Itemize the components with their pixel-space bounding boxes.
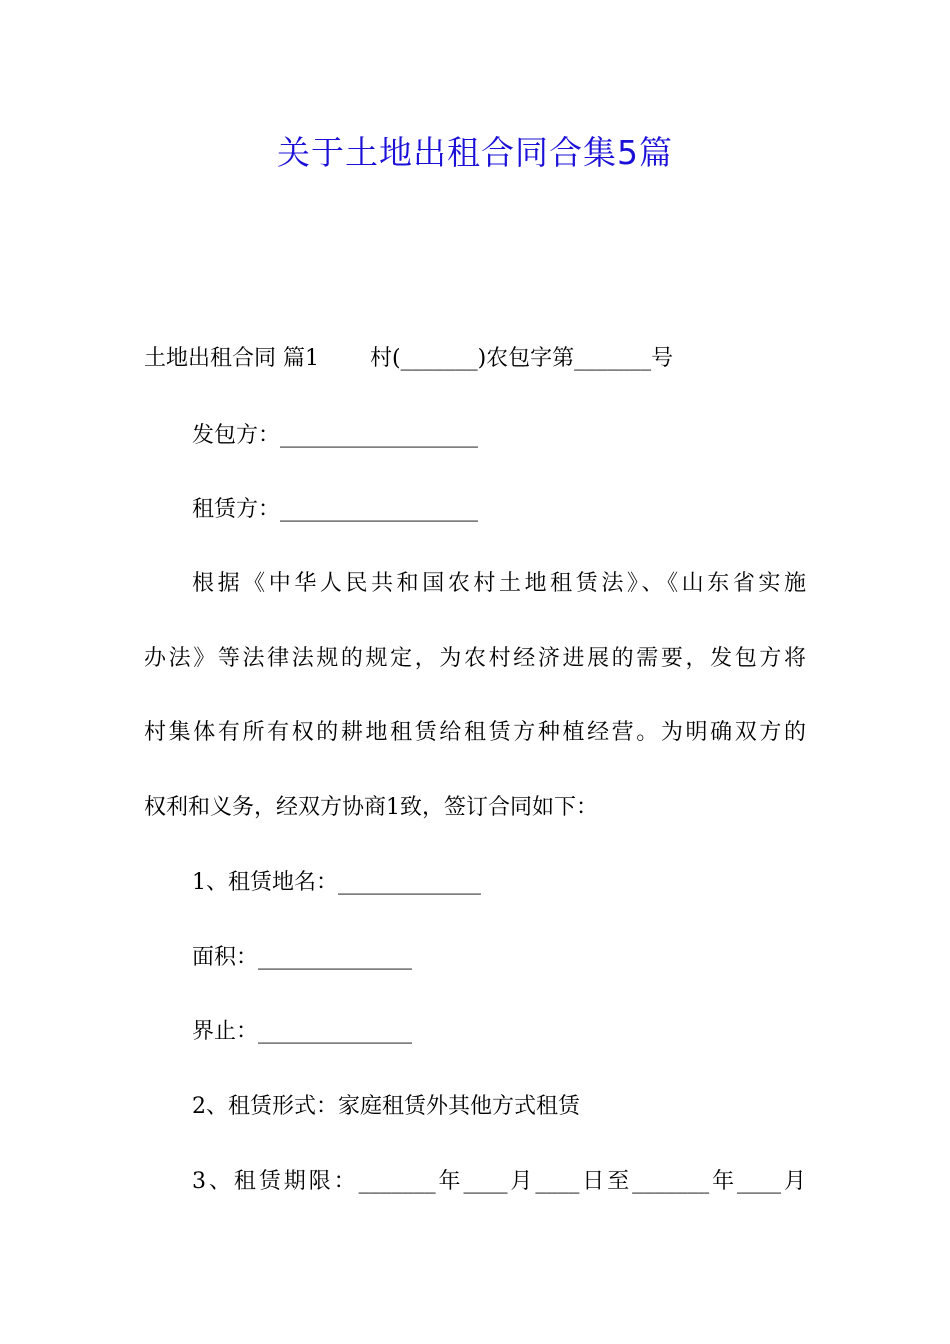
document-title: 关于土地出租合同合集5篇 <box>277 133 673 172</box>
clause-1-land-name: 1、租赁地名：_____________ <box>192 870 481 895</box>
paragraph-line-4: 权利和义务，经双方协商1致，签订合同如下： <box>144 795 598 820</box>
clause-3-term: 3、租赁期限：_______年____月____日至_______年____月 <box>192 1169 806 1194</box>
contract-heading-line: 土地出租合同 篇1 村(_______)农包字第_______号 <box>144 346 674 371</box>
paragraph-line-2: 办法》等法律法规的规定，为农村经济进展的需要，发包方将 <box>144 646 806 671</box>
clause-1-boundary: 界止：______________ <box>192 1019 413 1044</box>
lessor-line: 发包方：__________________ <box>192 423 479 448</box>
paragraph-line-3: 村集体有所有权的耕地租赁给租赁方种植经营。为明确双方的 <box>144 720 806 745</box>
paragraph-line-1: 根据《中华人民共和国农村土地租赁法》、《山东省实施 <box>192 571 806 596</box>
lessee-line: 租赁方：__________________ <box>192 497 479 522</box>
clause-2-form: 2、租赁形式：家庭租赁外其他方式租赁 <box>192 1094 580 1119</box>
clause-1-area: 面积：______________ <box>192 945 413 970</box>
